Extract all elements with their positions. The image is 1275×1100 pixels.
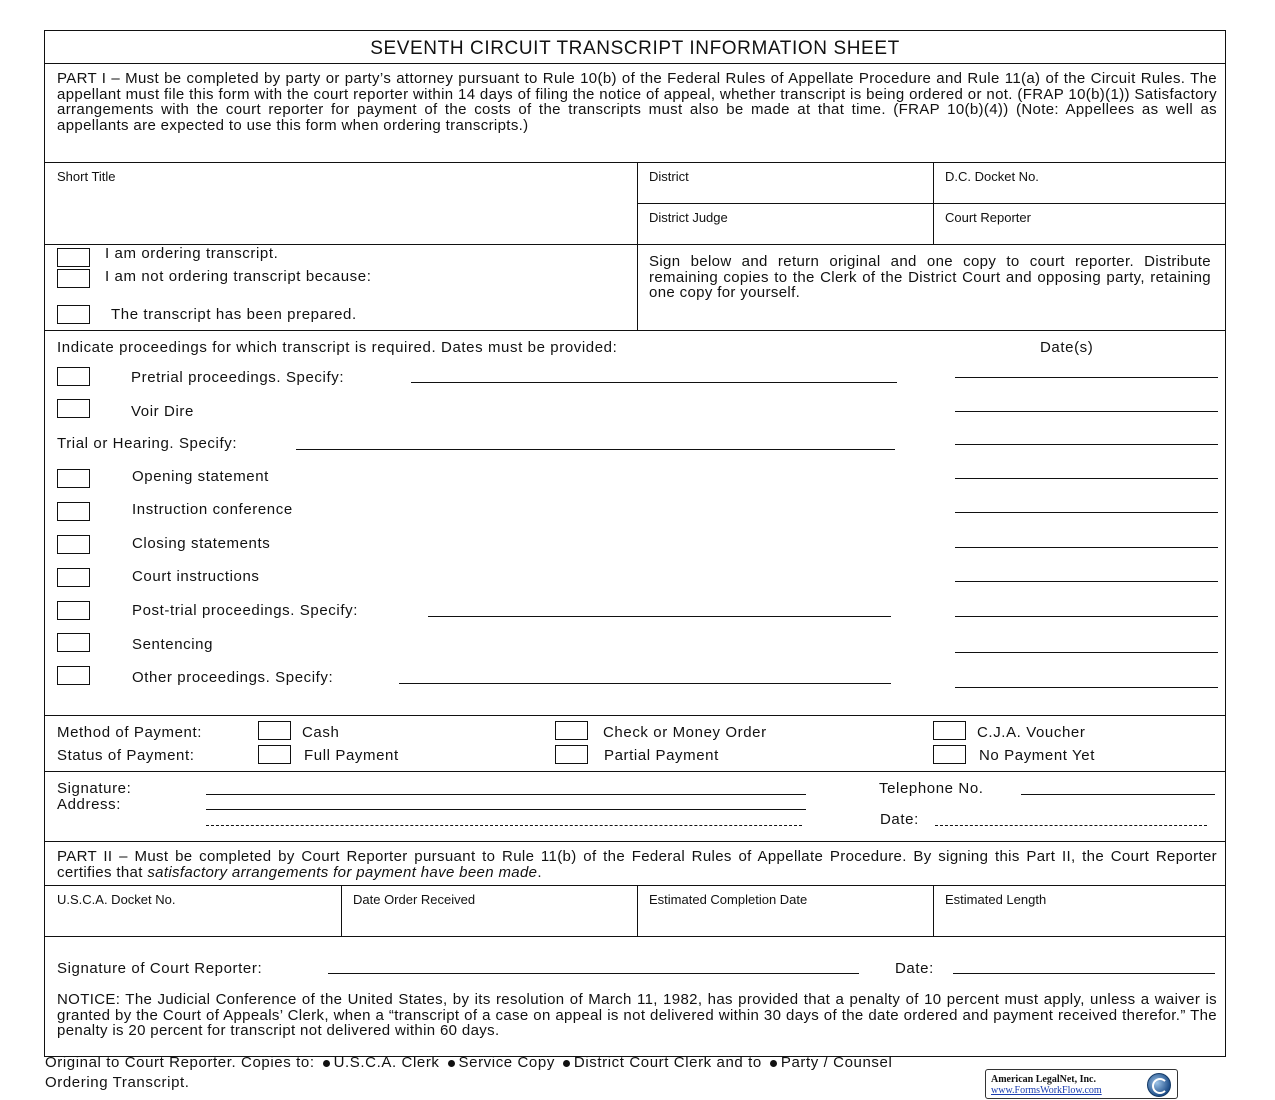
divider bbox=[45, 936, 1225, 937]
part2-text-end: . bbox=[537, 863, 542, 881]
not-ordering-transcript-checkbox[interactable] bbox=[57, 269, 90, 288]
divider bbox=[45, 885, 1225, 886]
telephone-line[interactable] bbox=[1021, 794, 1215, 795]
district-judge-label: District Judge bbox=[649, 210, 728, 225]
ordering-transcript-label: I am ordering transcript. bbox=[105, 245, 279, 262]
opening-statement-label: Opening statement bbox=[132, 468, 269, 485]
pretrial-label: Pretrial proceedings. Specify: bbox=[131, 369, 345, 386]
instruction-conference-date-line[interactable] bbox=[955, 512, 1218, 513]
check-money-order-label: Check or Money Order bbox=[603, 724, 767, 741]
closing-statements-checkbox[interactable] bbox=[57, 535, 90, 554]
divider bbox=[45, 715, 1225, 716]
no-payment-yet-label: No Payment Yet bbox=[979, 747, 1095, 764]
cash-checkbox[interactable] bbox=[258, 721, 291, 740]
method-of-payment-label: Method of Payment: bbox=[57, 724, 203, 741]
transcript-prepared-checkbox[interactable] bbox=[57, 305, 90, 324]
district-label: District bbox=[649, 169, 689, 184]
court-instructions-label: Court instructions bbox=[132, 568, 260, 585]
part1-instructions: PART I – Must be completed by party or party’s attorney pursuant to Rule 10(b) of the Federal Rules of Appellate Procedure and Rule 11(a) of the Circuit Rules. The appellant must file this form with the court reporter within 14 days of filing the notice of appeal, whether transcript is being ordered or not. (FRAP 10(b)(1)) Satisfactory arrangements with the court reporter for payment of the costs of the transcripts must also be made at that time. (FRAP 10(b)(4)) (Note: Appellees as well as appellants are expected to use this form when ordering transcripts.) bbox=[57, 70, 1217, 134]
transcript-prepared-label: The transcript has been prepared. bbox=[111, 306, 357, 323]
instruction-conference-label: Instruction conference bbox=[132, 501, 293, 518]
proceedings-header: Indicate proceedings for which transcript is required. Dates must be provided: bbox=[57, 339, 618, 356]
divider bbox=[45, 841, 1225, 842]
voir-dire-checkbox[interactable] bbox=[57, 399, 90, 418]
telephone-label: Telephone No. bbox=[879, 780, 984, 797]
signature-line[interactable] bbox=[206, 794, 806, 795]
cja-voucher-label: C.J.A. Voucher bbox=[977, 724, 1086, 741]
address-label: Address: bbox=[57, 796, 121, 813]
not-ordering-transcript-label: I am not ordering transcript because: bbox=[105, 268, 372, 285]
check-money-order-checkbox[interactable] bbox=[555, 721, 588, 740]
reporter-date-label: Date: bbox=[895, 960, 934, 977]
distribution-lead: Original to Court Reporter. Copies to: bbox=[45, 1054, 315, 1071]
logo-url: www.FormsWorkFlow.com bbox=[991, 1085, 1102, 1096]
post-trial-date-line[interactable] bbox=[955, 616, 1218, 617]
district-judge-field[interactable] bbox=[641, 226, 929, 242]
divider bbox=[341, 885, 342, 936]
signature-label: Signature: bbox=[57, 780, 132, 797]
divider bbox=[45, 162, 1225, 163]
date-order-received-field[interactable] bbox=[345, 909, 633, 933]
form-title: SEVENTH CIRCUIT TRANSCRIPT INFORMATION SHEET bbox=[370, 38, 900, 59]
dc-docket-field[interactable] bbox=[937, 185, 1221, 201]
full-payment-label: Full Payment bbox=[304, 747, 399, 764]
post-trial-specify-line[interactable] bbox=[428, 616, 891, 617]
pretrial-checkbox[interactable] bbox=[57, 367, 90, 386]
estimated-length-label: Estimated Length bbox=[945, 892, 1047, 907]
sentencing-checkbox[interactable] bbox=[57, 633, 90, 652]
voir-dire-label: Voir Dire bbox=[131, 403, 194, 420]
other-date-line[interactable] bbox=[955, 687, 1218, 688]
cja-voucher-checkbox[interactable] bbox=[933, 721, 966, 740]
short-title-label: Short Title bbox=[57, 169, 116, 184]
cash-label: Cash bbox=[302, 724, 340, 741]
pretrial-date-line[interactable] bbox=[955, 377, 1218, 378]
distribution-service-copy: Service Copy bbox=[458, 1054, 555, 1071]
estimated-completion-field[interactable] bbox=[641, 909, 929, 933]
full-payment-checkbox[interactable] bbox=[258, 745, 291, 764]
divider bbox=[933, 885, 934, 936]
distribution-line bbox=[45, 1054, 892, 1071]
divider bbox=[45, 330, 1225, 331]
post-trial-label: Post-trial proceedings. Specify: bbox=[132, 602, 358, 619]
other-proceedings-label: Other proceedings. Specify: bbox=[132, 669, 334, 686]
trial-hearing-label: Trial or Hearing. Specify: bbox=[57, 435, 238, 452]
reporter-signature-line[interactable] bbox=[328, 973, 859, 974]
distribution-ordering: Ordering Transcript. bbox=[45, 1074, 190, 1091]
sentencing-date-line[interactable] bbox=[955, 652, 1218, 653]
bullet-icon bbox=[448, 1060, 455, 1067]
reporter-date-line[interactable] bbox=[953, 973, 1215, 974]
opening-statement-checkbox[interactable] bbox=[57, 469, 90, 488]
closing-statements-label: Closing statements bbox=[132, 535, 271, 552]
usca-docket-label: U.S.C.A. Docket No. bbox=[57, 892, 176, 907]
court-instructions-checkbox[interactable] bbox=[57, 568, 90, 587]
address-line-2[interactable] bbox=[206, 825, 802, 826]
divider bbox=[637, 203, 1225, 204]
signature-date-line[interactable] bbox=[935, 825, 1207, 826]
divider bbox=[637, 162, 638, 330]
reporter-signature-label: Signature of Court Reporter: bbox=[57, 960, 263, 977]
dates-header: Date(s) bbox=[1040, 339, 1094, 356]
date-order-received-label: Date Order Received bbox=[353, 892, 476, 907]
divider bbox=[45, 63, 1225, 64]
status-of-payment-label: Status of Payment: bbox=[57, 747, 195, 764]
distribution-party: Party / Counsel bbox=[780, 1054, 893, 1071]
part2-instructions bbox=[57, 849, 1217, 880]
district-field[interactable] bbox=[641, 185, 929, 201]
transcript-form bbox=[44, 30, 1226, 1057]
part2-italic-text: satisfactory arrangements for payment have been made bbox=[147, 863, 538, 881]
logo-company: American LegalNet, Inc. bbox=[991, 1074, 1096, 1085]
partial-payment-checkbox[interactable] bbox=[555, 745, 588, 764]
address-line-1[interactable] bbox=[206, 809, 806, 810]
other-proceedings-checkbox[interactable] bbox=[57, 666, 90, 685]
distribution-usca-clerk: U.S.C.A. Clerk bbox=[333, 1054, 440, 1071]
part2-text: PART II – Must be completed by Court Reporter pursuant to Rule 11(b) of the Federal Rules of Appellate Procedure. By signing this Part II, the Court Reporter certifies that bbox=[57, 848, 1217, 881]
closing-date-line[interactable] bbox=[955, 547, 1218, 548]
pretrial-specify-line[interactable] bbox=[411, 382, 897, 383]
ordering-transcript-checkbox[interactable] bbox=[57, 248, 90, 267]
usca-docket-field[interactable] bbox=[49, 909, 337, 933]
estimated-completion-label: Estimated Completion Date bbox=[649, 892, 808, 907]
court-reporter-label: Court Reporter bbox=[945, 210, 1031, 225]
other-specify-line[interactable] bbox=[399, 683, 891, 684]
american-legalnet-logo[interactable] bbox=[985, 1069, 1178, 1099]
penalty-notice: NOTICE: The Judicial Conference of the United States, by its resolution of March 11, 1982, has provided that a penalty of 10 percent must apply, unless a waiver is granted by the Court of Appeals’ Clerk, when a “transcript of a case on appeal is not delivered within 30 days of the date ordered and payment received therefor.” The penalty is 20 percent for transcript not delivered within 60 days. bbox=[57, 991, 1217, 1040]
bullet-icon bbox=[323, 1060, 330, 1067]
short-title-field[interactable] bbox=[49, 187, 633, 241]
court-reporter-field[interactable] bbox=[937, 226, 1221, 242]
no-payment-yet-checkbox[interactable] bbox=[933, 745, 966, 764]
partial-payment-label: Partial Payment bbox=[604, 747, 719, 764]
post-trial-checkbox[interactable] bbox=[57, 601, 90, 620]
bullet-icon bbox=[563, 1060, 570, 1067]
sentencing-label: Sentencing bbox=[132, 636, 214, 653]
ordering-instructions: Sign below and return original and one copy to court reporter. Distribute remaining copies to the Clerk of the District Court and opposing party, retaining one copy for yourself. bbox=[649, 253, 1211, 302]
divider bbox=[45, 771, 1225, 772]
instruction-conference-checkbox[interactable] bbox=[57, 502, 90, 521]
estimated-length-field[interactable] bbox=[937, 909, 1221, 933]
opening-date-line[interactable] bbox=[955, 478, 1218, 479]
signature-date-label: Date: bbox=[880, 811, 919, 828]
trial-specify-line[interactable] bbox=[296, 449, 895, 450]
voir-dire-date-line[interactable] bbox=[955, 411, 1218, 412]
distribution-district-clerk: District Court Clerk and to bbox=[573, 1054, 762, 1071]
court-instructions-date-line[interactable] bbox=[955, 581, 1218, 582]
divider bbox=[637, 885, 638, 936]
dc-docket-label: D.C. Docket No. bbox=[945, 169, 1039, 184]
globe-icon bbox=[1147, 1073, 1171, 1097]
trial-date-line[interactable] bbox=[955, 444, 1218, 445]
bullet-icon bbox=[770, 1060, 777, 1067]
